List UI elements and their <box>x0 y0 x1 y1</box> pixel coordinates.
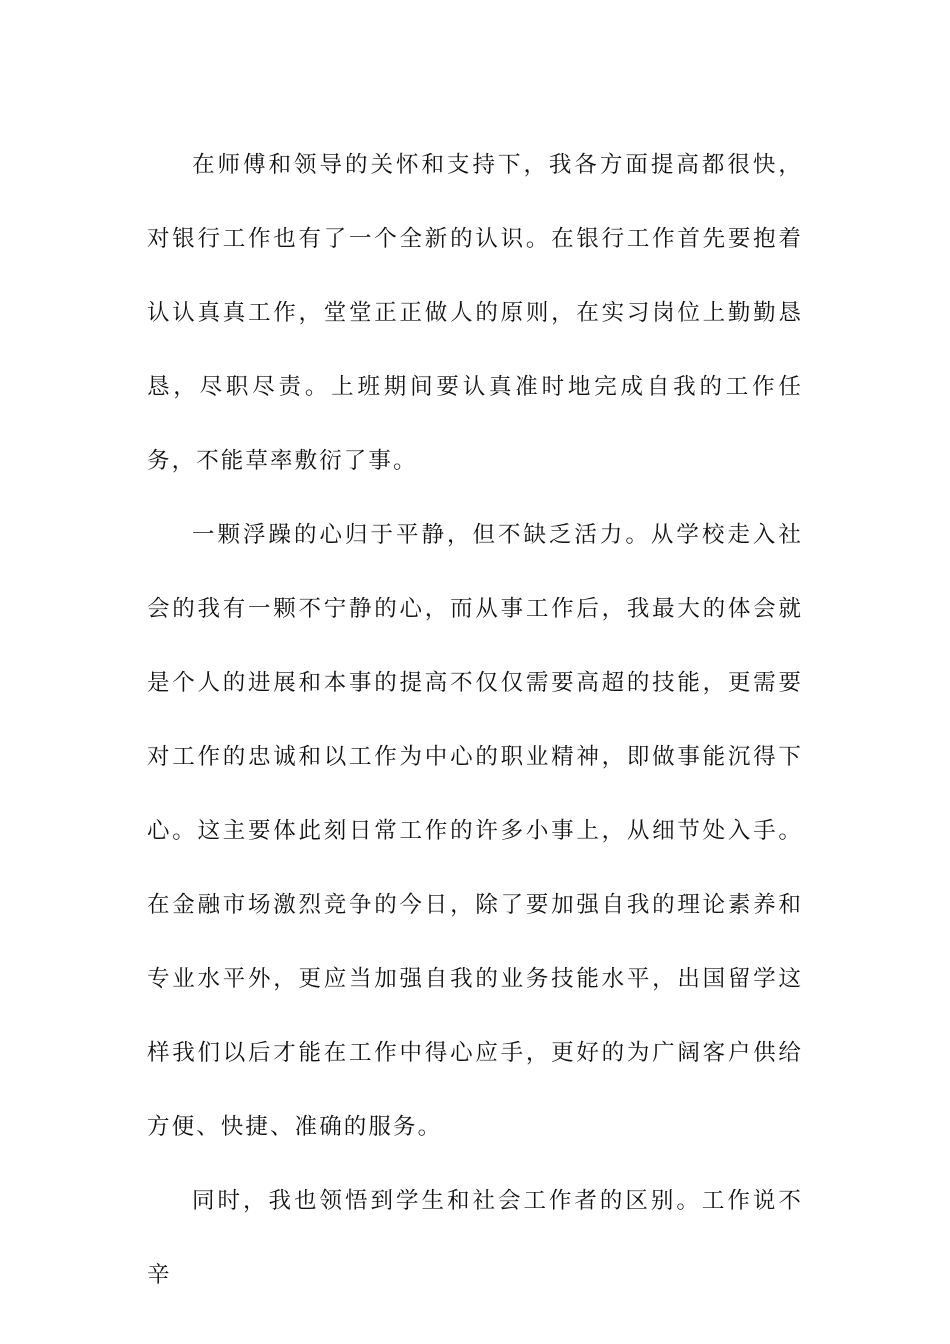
paragraph-1: 在师傅和领导的关怀和支持下，我各方面提高都很快，对银行工作也有了一个全新的认识。在银行工作首先要抱着认认真真工作，堂堂正正做人的原则，在实习岗位上勤勤恳恳，尽职尽责。上班期间要认真准时地完成自我的工作任务，不能草率敷衍了事。 <box>147 152 803 474</box>
document-body <box>147 128 803 1312</box>
paragraph-2: 一颗浮躁的心归于平静，但不缺乏活力。从学校走入社会的我有一颗不宁静的心，而从事工作后，我最大的体会就是个人的进展和本事的提高不仅仅需要高超的技能，更需要对工作的忠诚和以工作为中心的职业精神，即做事能沉得下心。这主要体此刻日常工作的许多小事上，从细节处入手。在金融市场激烈竞争的今日，除了要加强自我的理论素养和专业水平外，更应当加强自我的业务技能水平，出国留学这样我们以后才能在工作中得心应手，更好的为广阔客户供给方便、快捷、准确的服务。 <box>147 522 803 1140</box>
paragraph-3: 同时，我也领悟到学生和社会工作者的区别。工作说不辛 <box>147 1188 803 1288</box>
